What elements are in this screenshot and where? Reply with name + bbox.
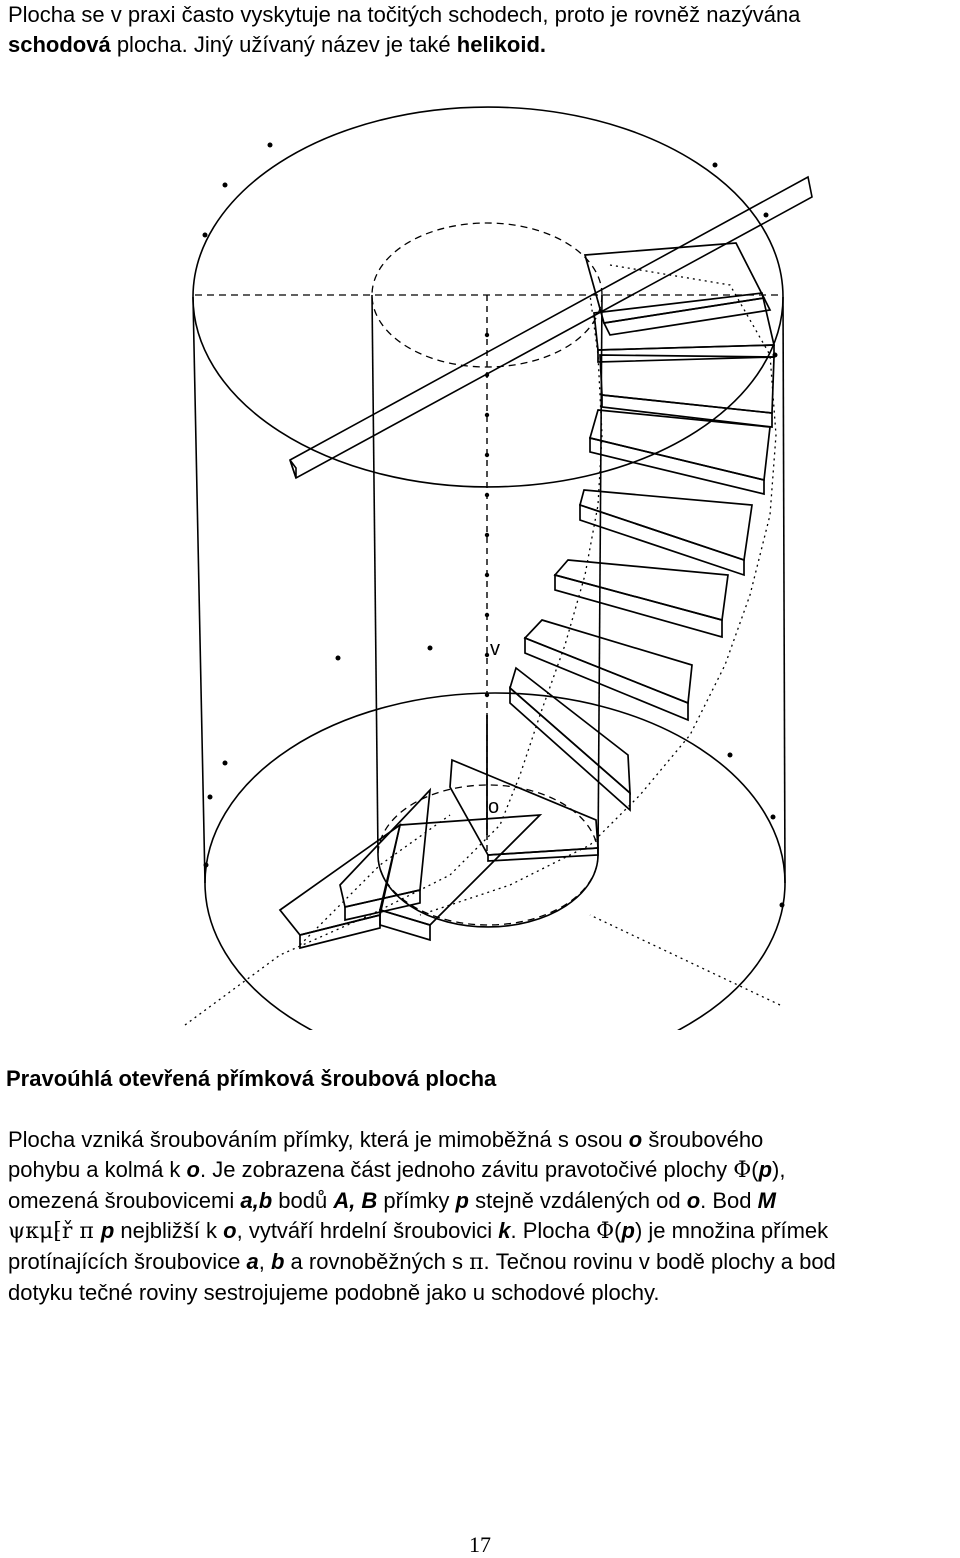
var-p: p — [455, 1188, 469, 1213]
var-ab: a,b — [240, 1188, 273, 1213]
var-k: k — [498, 1218, 511, 1243]
helix-guides — [185, 265, 780, 1025]
handrail — [290, 177, 812, 478]
section-heading: Pravoúhlá otevřená přímková šroubová plocha — [6, 1066, 497, 1091]
body-line-1 — [8, 1125, 958, 1155]
var-o: o — [628, 1127, 643, 1152]
text: ) je množina přímek — [634, 1218, 829, 1243]
text: omezená šroubovicemi — [8, 1188, 241, 1213]
var-a: a — [246, 1249, 259, 1274]
body-line-5 — [8, 1247, 958, 1278]
body-paragraph — [8, 1125, 958, 1308]
text: . Plocha — [510, 1218, 597, 1243]
var-p: p — [621, 1218, 635, 1243]
text: . Tečnou rovinu v bodě plochy a bod — [483, 1249, 836, 1274]
outer-helix-dots — [203, 143, 785, 908]
garbled-symbols: ψκμ⁅ř π — [8, 1219, 101, 1244]
intro-line-1: Plocha se v praxi často vyskytuje na točitých schodech, proto je rovněž nazývána — [8, 2, 801, 27]
body-line-3 — [8, 1186, 958, 1216]
var-o: o — [223, 1218, 237, 1243]
body-line-2 — [8, 1155, 958, 1186]
page-number: 17 — [469, 1532, 491, 1557]
var-M: M — [757, 1188, 776, 1213]
var-o: o — [186, 1157, 200, 1182]
text: protínajících šroubovice — [8, 1249, 247, 1274]
text: . Bod — [700, 1188, 758, 1213]
symbol-pi: π — [469, 1250, 484, 1275]
text: ( — [751, 1157, 759, 1182]
label-o: o — [488, 796, 500, 818]
text: stejně vzdálených od — [469, 1188, 687, 1213]
text: a rovnoběžných s — [284, 1249, 470, 1274]
text: přímky — [377, 1188, 456, 1213]
intro-text: plocha. Jiný užívaný název je také — [110, 32, 457, 57]
label-v: v — [490, 638, 500, 660]
intro-paragraph — [8, 0, 958, 60]
term-helikoid: helikoid. — [456, 32, 547, 57]
var-p: p — [758, 1157, 773, 1182]
text: . Je zobrazena část jednoho závitu pravotočivé plochy — [200, 1157, 734, 1182]
var-p: p — [100, 1218, 115, 1243]
symbol-phi: Φ — [596, 1219, 615, 1244]
axis-o — [485, 295, 489, 855]
stair-steps — [280, 243, 774, 948]
text: ( — [614, 1218, 622, 1243]
text: Plocha vzniká šroubováním přímky, která je mimoběžná s osou — [8, 1127, 629, 1152]
text: pohybu a kolmá k — [8, 1157, 187, 1182]
text: , vytváří hrdelní šroubovici — [236, 1218, 499, 1243]
symbol-phi: Φ — [733, 1158, 752, 1183]
text: bodů — [272, 1188, 334, 1213]
text: šroubového — [642, 1127, 764, 1152]
var-o: o — [686, 1188, 701, 1213]
text: ), — [772, 1157, 786, 1182]
term-schodova: schodová — [8, 32, 111, 57]
body-line-4 — [8, 1216, 958, 1247]
text: nejbližší k — [114, 1218, 224, 1243]
var-b: b — [270, 1249, 285, 1274]
spiral-staircase-figure — [170, 55, 870, 1030]
text: , — [258, 1249, 271, 1274]
var-AB: A, B — [333, 1188, 378, 1213]
body-line-6: dotyku tečné roviny sestrojujeme podobně jako u schodové plochy. — [8, 1280, 660, 1305]
